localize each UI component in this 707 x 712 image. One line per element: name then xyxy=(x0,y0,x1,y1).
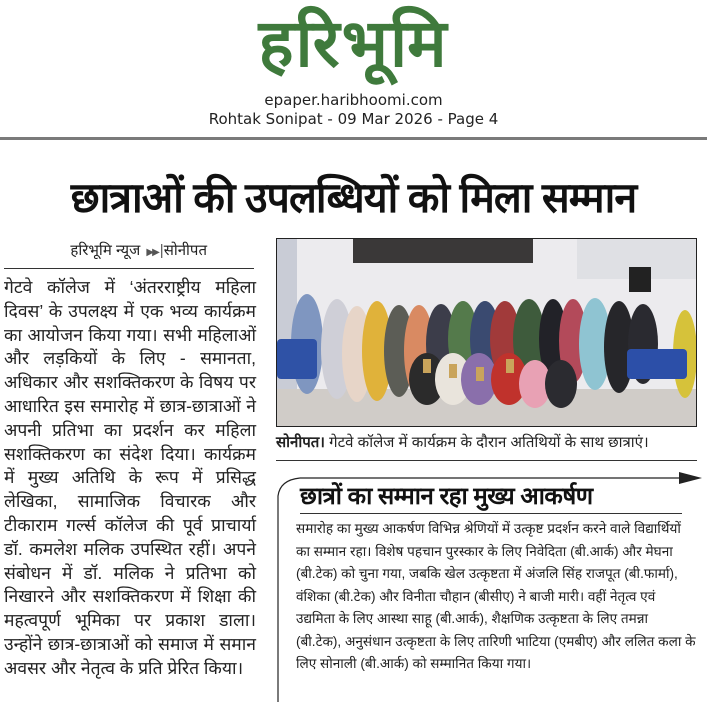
edition-date-page: Rohtak Sonipat - 09 Mar 2026 - Page 4 xyxy=(208,110,499,128)
caption-divider xyxy=(276,460,697,461)
byline-divider xyxy=(4,268,254,269)
sidebar-subheading: छात्रों का सम्मान रहा मुख्य आकर्षण xyxy=(300,483,593,510)
caption-text: गेटवे कॉलेज में कार्यक्रम के दौरान अतिथियों के साथ छात्राएं। xyxy=(325,434,649,451)
article-body: गेटवे कॉलेज में ‘अंतरराष्ट्रीय महिला दिवस’ के उपलक्ष्य में एक भव्य कार्यक्रम का आयोजन किया गया। सभी महिलाओं और लड़कियों के लिए - समानता, अधिकार और सशक्तिकरण के विषय पर आधारित इस समारोह में छात्र-छात्राओं ने अपनी प्रतिभा का प्रदर्शन कर महिला सशक्तिकरण का संदेश दिया। कार्यक्रम में मुख्य अतिथि के रूप में प्रसिद्ध लेखिका, सामाजिक विचारक और टीकाराम गर्ल्स कॉलेज की पूर्व प्राचार्या डॉ. कमलेश मलिक उपस्थित रहीं। अपने संबोधन में डॉ. मलिक ने प्रतिभा को निखारने और सशक्तिकरण में शिक्षा की महत्वपूर्ण भूमिका पर प्रकाश डाला। उन्होंने छात्र-छात्राओं को समाज में समान अवसर और नेतृत्व के प्रति प्रेरित किया। xyxy=(4,277,256,678)
site-url[interactable]: epaper.haribhoomi.com xyxy=(264,91,443,109)
double-play-arrow-icon: ▶▶ xyxy=(146,247,158,258)
caption-place: सोनीपत। xyxy=(276,434,325,451)
photo-caption xyxy=(276,432,701,454)
article-byline xyxy=(0,240,255,264)
article-photo[interactable] xyxy=(276,238,697,427)
group-photo-image xyxy=(277,239,696,426)
masthead-divider xyxy=(0,137,707,140)
sidebar-body: समारोह का मुख्य आकर्षण विभिन्न श्रेणियों में उत्कृष्ट प्रदर्शन करने वाले विद्यार्थियों का सम्मान रहा। विशेष पहचान पुरस्कार के लिए निवेदिता (बी.आर्क) और मेघना (बी.टेक) को चुना गया, जबकि खेल उत्कृष्टता में अंजलि सिंह राजपूत (बी.फार्मा), वंशिका (बी.टेक) और विनीता चौहान (बीसीए) ने बाजी मारी। वहीं नेतृत्व एवं उद्यमिता के लिए आस्था साहू (बी.आर्क), शैक्षणिक उत्कृष्टता के लिए तमन्ना (बी.टेक), अनुसंधान उत्कृष्टता के लिए तारिणी भाटिया (एमबीए) और ललित कला के लिए सोनाली (बी.आर्क) को सम्मानित किया गया। xyxy=(296,521,696,671)
article-headline: छात्राओं की उपलब्धियों को मिला सम्मान xyxy=(70,174,637,221)
subheading-rule xyxy=(300,513,682,514)
arrow-head-icon xyxy=(679,472,702,484)
masthead xyxy=(0,0,707,140)
byline-location: सोनीपत xyxy=(163,242,207,259)
byline-separator-bar: | xyxy=(159,242,164,259)
haribhoomi-logo[interactable]: हरिभूमि xyxy=(258,5,449,82)
byline-source: हरिभूमि न्यूज xyxy=(70,242,141,259)
